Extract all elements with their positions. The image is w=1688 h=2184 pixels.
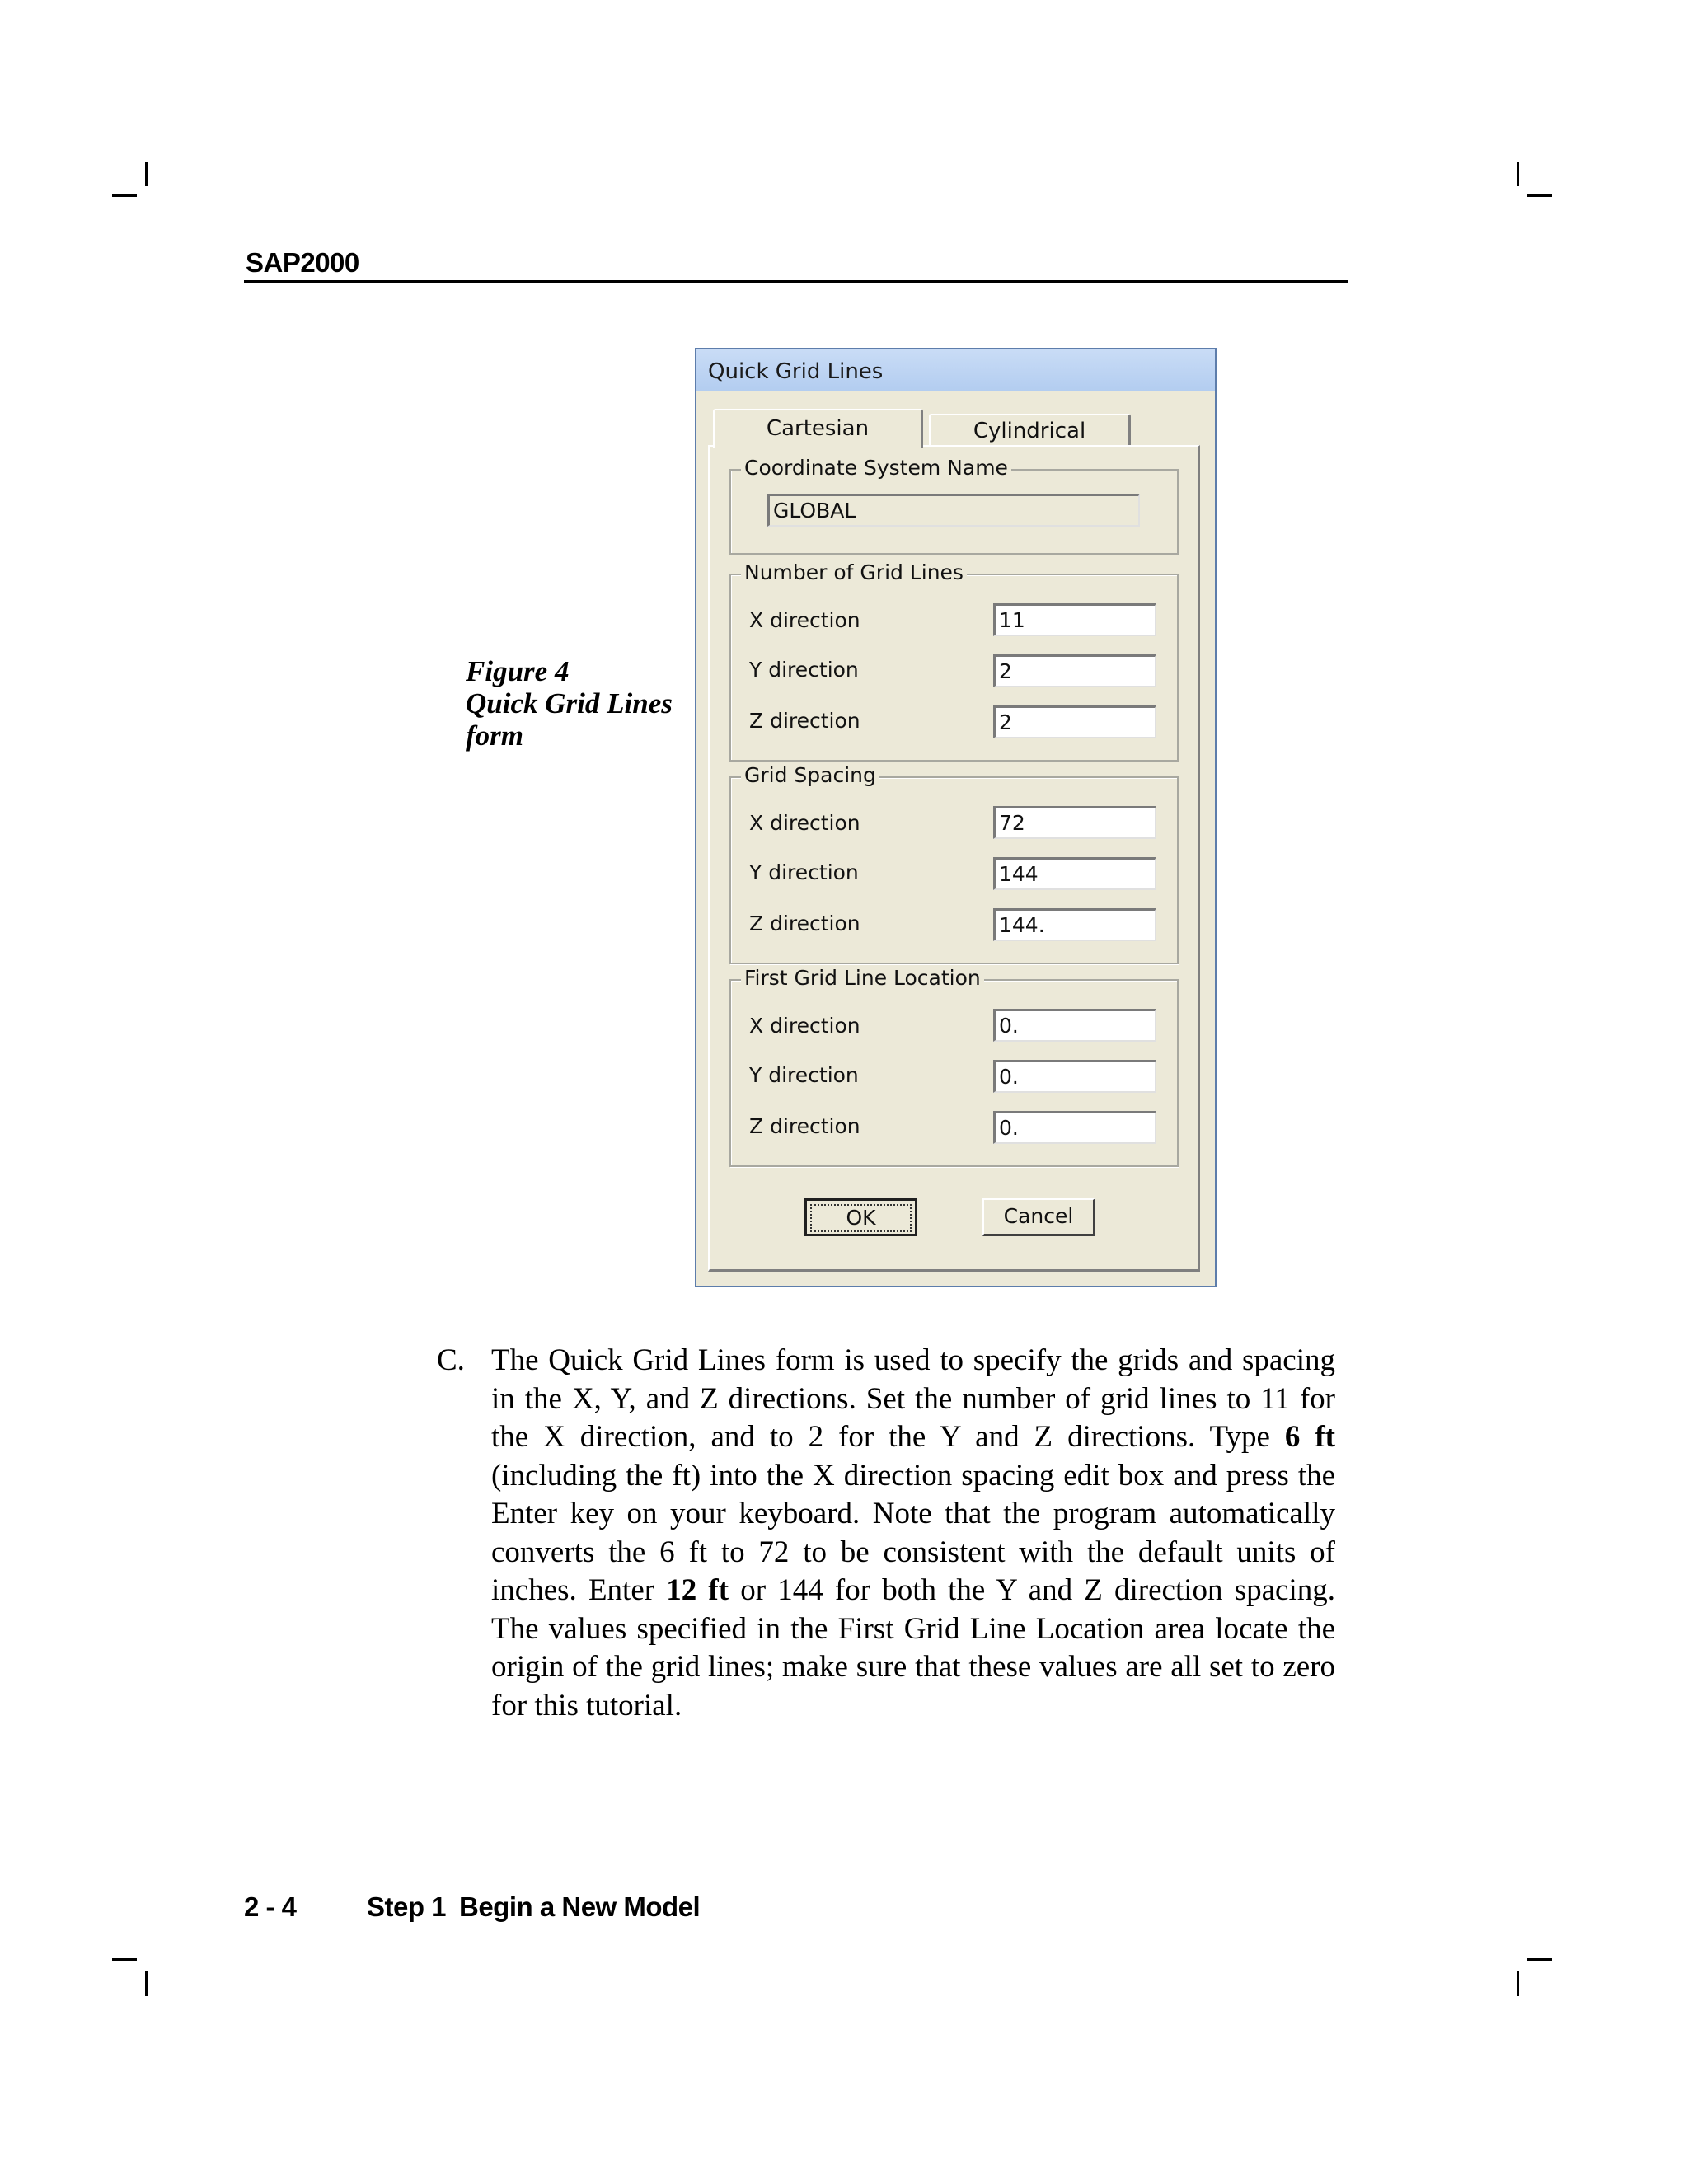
figure-title-line1: Quick Grid Lines [466,687,673,719]
crop-mark [112,194,137,197]
tab-cylindrical[interactable]: Cylindrical [929,414,1131,447]
bold-6ft: 6 ft [1284,1420,1335,1454]
dialog-titlebar[interactable] [696,349,1215,391]
coordinate-system-group [729,456,1179,555]
x-direction-label: X direction [749,1014,860,1038]
spacing-x-direction-input[interactable]: 72 [993,806,1156,839]
coordinate-system-legend: Coordinate System Name [741,456,1011,480]
figure-title-line2: form [466,719,523,752]
number-y-direction-input[interactable]: 2 [993,654,1156,687]
bold-12ft: 12 ft [666,1573,729,1607]
location-x-direction-input[interactable]: 0. [993,1009,1156,1042]
number-z-direction-input[interactable]: 2 [993,705,1156,738]
figure-caption [466,655,673,752]
location-z-direction-input[interactable]: 0. [993,1111,1156,1144]
grid-spacing-group [729,763,1179,964]
footer-section: Begin a New Model [459,1891,701,1922]
spacing-z-direction-input[interactable]: 144. [993,908,1156,941]
cancel-button[interactable]: Cancel [982,1198,1095,1236]
number-x-direction-input[interactable]: 11 [993,603,1156,636]
instruction-paragraph [437,1342,1335,1725]
crop-mark [145,1971,148,1996]
figure-number: Figure 4 [466,655,570,687]
y-direction-label: Y direction [749,1063,859,1087]
running-head: SAP2000 [246,247,359,278]
first-grid-line-location-group [729,966,1179,1167]
paragraph-part3: or 144 for both the Y and Z direction spacing. The values specified in the First Grid Line Location area locate the origin of the grid lines; make sure that these values are all set to zero for this tutorial. [491,1573,1335,1722]
first-grid-line-location-legend: First Grid Line Location [741,966,984,990]
z-direction-label: Z direction [749,912,860,935]
dialog-title: Quick Grid Lines [708,359,884,384]
location-y-direction-input[interactable]: 0. [993,1060,1156,1093]
z-direction-label: Z direction [749,1114,860,1138]
x-direction-label: X direction [749,811,860,835]
header-rule [244,280,1348,283]
paragraph-text [491,1342,1335,1725]
paragraph-part2: (including the ft) into the X direction spacing edit box and press the Enter key on your keyboard. Note that the program automatically converts the 6 ft to 72 to be consistent with the default units of inches. Enter [491,1458,1335,1607]
x-direction-label: X direction [749,608,860,632]
coordinate-system-name-field: GLOBAL [767,494,1140,527]
ok-button[interactable] [804,1198,917,1236]
tab-cartesian[interactable]: Cartesian [713,409,923,448]
number-of-grid-lines-group [729,560,1179,762]
footer-step: Step 1 [367,1891,447,1922]
crop-mark [145,162,148,186]
footer-page-number: 2 - 4 [244,1891,297,1922]
list-marker: C. [437,1343,465,1377]
grid-spacing-legend: Grid Spacing [741,763,879,787]
crop-mark [1517,162,1519,186]
number-of-grid-lines-legend: Number of Grid Lines [741,560,967,584]
crop-mark [1517,1971,1519,1996]
paragraph-part1: The Quick Grid Lines form is used to specify the grids and spacing in the X, Y, and Z directions. Set the number of grid lines to 11 for the X direction, and to 2 for the Y and Z directions. Type [491,1343,1335,1454]
crop-mark [1527,194,1552,197]
crop-mark [112,1958,137,1961]
quick-grid-lines-dialog [695,348,1217,1287]
crop-mark [1527,1958,1552,1961]
ok-button-label: OK [810,1204,912,1232]
y-direction-label: Y direction [749,658,859,682]
z-direction-label: Z direction [749,709,860,733]
y-direction-label: Y direction [749,860,859,884]
spacing-y-direction-input[interactable]: 144 [993,857,1156,890]
